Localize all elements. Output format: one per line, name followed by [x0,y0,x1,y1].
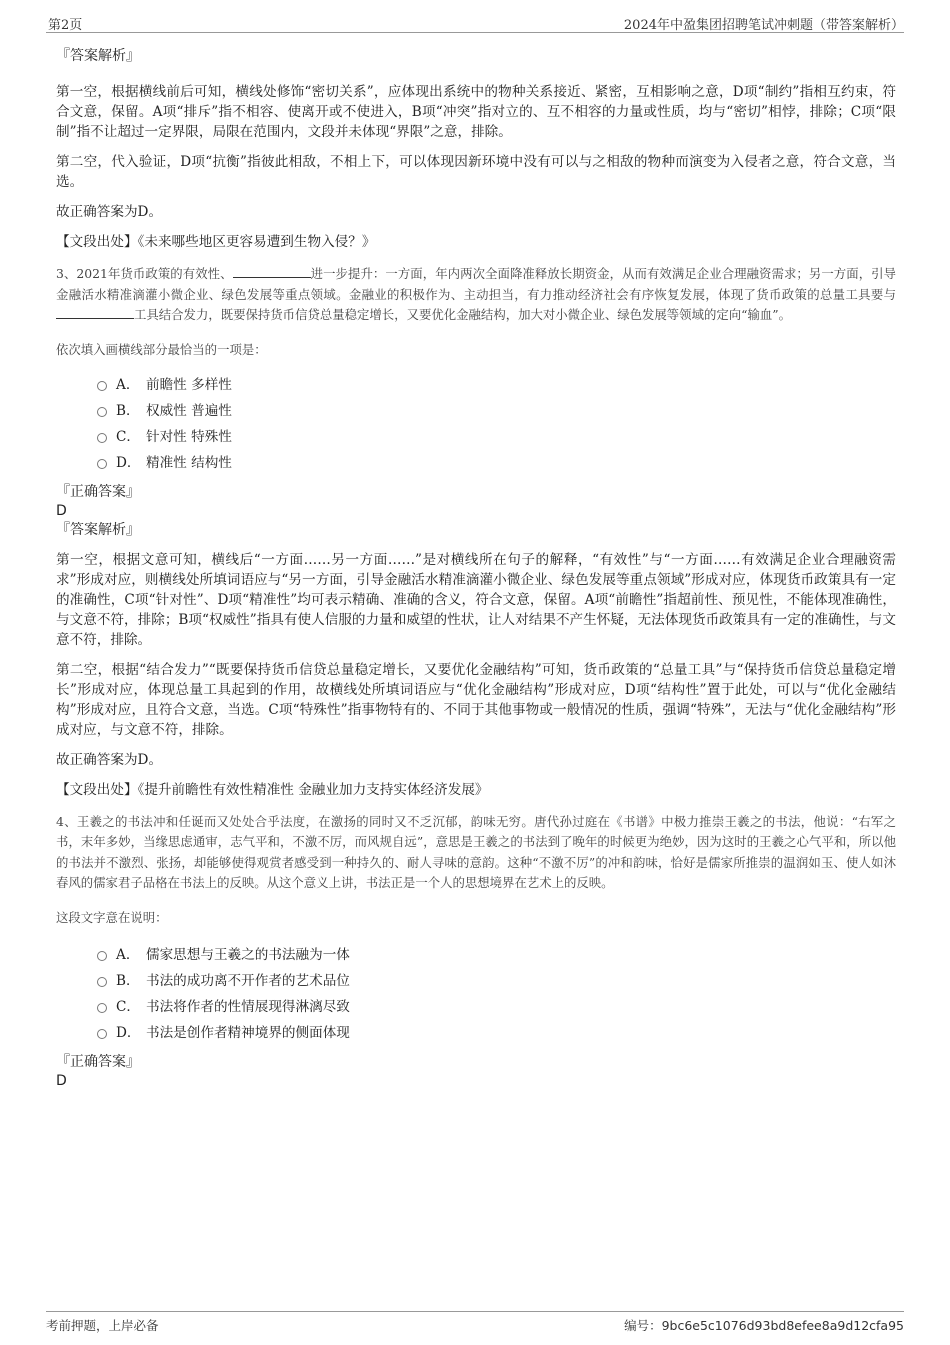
answer-conclusion: 故正确答案为D。 [56,204,163,220]
radio-circle-icon[interactable] [97,381,107,391]
analysis-paragraph: 第一空，根据横线前后可知，横线处修饰“密切关系”，应体现出系统中的物种关系接近、紧密，互相影响之意，D项“制约”指相互约束，符合文意，保留。A项“排斥”指不相容、使离开或不使进入，B项“冲突”指对立的、互不相容的力量或性质，均与“密切”相悖，排除；C项“限制”指不让超过一定界限，局限在范围内，文段并未体现“界限”之意，排除。 [56,84,896,140]
serial-value: 9bc6e5c1076d93bd8efee8a9d12cfa95 [661,1318,904,1333]
question-prompt: 这段文字意在说明： [56,909,168,925]
question-prompt: 依次填入画横线部分最恰当的一项是： [56,341,267,357]
passage-source: 【文段出处】《未来哪些地区更容易遭到生物入侵？》 [56,234,376,250]
stem-part: 工具结合发力，既要保持货币信贷总量稳定增长，又要优化金融结构，加大对小微企业、绿色发展等领域的定向“输血”。 [134,307,791,322]
option-a[interactable] [56,942,896,968]
option-b[interactable] [56,968,896,994]
option-b[interactable] [56,398,896,424]
option-letter: D． [116,1024,141,1041]
option-text: 书法的成功离不开作者的艺术品位 [146,972,350,989]
correct-answer-label: 『正确答案』 [56,1053,140,1070]
option-text: 权威性 普遍性 [146,402,232,419]
question-4 [56,812,896,1090]
question-2-analysis [56,46,896,252]
page-number: 第2页 [48,18,83,33]
passage-source: 【文段出处】《提升前瞻性有效性精准性 金融业加力支持实体经济发展》 [56,781,489,798]
option-text: 针对性 特殊性 [146,428,232,445]
option-letter: B． [116,402,140,419]
document-title: 2024年中盈集团招聘笔试冲刺题（带答案解析） [623,18,904,33]
option-d[interactable] [56,450,896,476]
option-c[interactable] [56,994,896,1020]
footer-slogan: 考前押题，上岸必备 [46,1318,159,1333]
page-header [46,12,904,33]
option-list [56,372,896,476]
correct-answer-label: 『正确答案』 [56,483,140,500]
question-stem: 4、王羲之的书法冲和任诞而又处处合乎法度，在激扬的同时又不乏沉郁，韵味无穷。唐代孙过庭在《书谱》中极力推崇王羲之的书法，他说：“右军之书，末年多妙，当缘思虑通审，志气平和，不激不厉，而风规自远”，意思是王羲之的书法到了晚年的时候更为绝妙，因为这时的王羲之心气平和，所以他的书法并不激烈、张扬，却能够使得观赏者感受到一种持久的、耐人寻味的意韵。这种“不激不厉”的冲和韵味，恰好是儒家所推崇的温润如玉、使人如沐春风的儒家君子品格在书法上的反映。从这个意义上讲，书法正是一个人的思想境界在艺术上的反映。 [56,813,896,890]
page-footer [46,1311,904,1334]
option-letter: C． [116,428,140,445]
stem-part: 3、2021年货币政策的有效性、 [56,266,233,281]
radio-circle-icon[interactable] [97,407,107,417]
option-text: 书法是创作者精神境界的侧面体现 [146,1024,350,1041]
option-text: 精准性 结构性 [146,454,232,471]
correct-answer: D [56,502,67,519]
analysis-paragraph: 第二空，根据“结合发力”“既要保持货币信贷总量稳定增长，又要优化金融结构”可知，货币政策的“总量工具”与“保持货币信贷总量稳定增长”形成对应，体现总量工具起到的作用，故横线处所填词语应与“优化金融结构”形成对应，D项“结构性”置于此处，可以与“优化金融结构”形成对应，且符合文意，当选。C项“特殊性”指事物特有的、不同于其他事物或一般情况的性质，强调“特殊”，无法与“优化金融结构”形成对应，与文意不符，排除。 [56,661,896,738]
fill-blank-2 [56,306,134,319]
question-stem [56,264,896,326]
answer-conclusion: 故正确答案为D。 [56,751,163,768]
serial-label: 编号： [624,1318,662,1333]
option-a[interactable] [56,372,896,398]
option-text: 书法将作者的性情展现得淋漓尽致 [146,998,350,1015]
fill-blank-1 [233,265,311,278]
option-letter: C． [116,998,140,1015]
answer-analysis-label: 『答案解析』 [56,521,140,538]
option-text: 儒家思想与王羲之的书法融为一体 [146,946,350,963]
radio-circle-icon[interactable] [97,433,107,443]
page-content [56,44,896,1090]
option-list [56,942,896,1046]
option-letter: B． [116,972,140,989]
option-letter: A． [116,376,140,393]
stem-part: 进一步提升：一方面，年内两次全面降准释放长期资金，从而有效满足企业合理融资需求；另一方面，引导金融活水精准滴灌小微企业、绿色发展等重点领域。金融业的积极作为、主动担当，有力推动经济社会有序恢复发展，体现了货币政策的总量工具要与 [56,266,897,302]
option-c[interactable] [56,424,896,450]
question-3 [56,264,896,800]
option-d[interactable] [56,1020,896,1046]
radio-circle-icon[interactable] [97,1003,107,1013]
answer-analysis-label: 『答案解析』 [56,48,140,64]
radio-circle-icon[interactable] [97,1029,107,1039]
radio-circle-icon[interactable] [97,977,107,987]
option-letter: D． [116,454,141,471]
analysis-paragraph: 第二空，代入验证，D项“抗衡”指彼此相敌，不相上下，可以体现因新环境中没有可以与之相敌的物种而演变为入侵者之意，符合文意，当选。 [56,154,896,190]
correct-answer: D [56,1072,67,1089]
option-letter: A． [116,946,140,963]
document-serial [624,1316,904,1334]
option-text: 前瞻性 多样性 [146,376,232,393]
radio-circle-icon[interactable] [97,459,107,469]
analysis-paragraph: 第一空，根据文意可知，横线后“一方面……另一方面……”是对横线所在句子的解释，“有效性”与“一方面……有效满足企业合理融资需求”形成对应，则横线处所填词语应与“另一方面，引导金融活水精准滴灌小微企业、绿色发展等重点领域”形成对应，体现货币政策具有一定的准确性，C项“针对性”、D项“精准性”均可表示精确、准确的含义，符合文意，保留。A项“前瞻性”指超前性、预见性，不能体现准确性，与文意不符，排除；B项“权威性”指具有使人信服的力量和威望的性状，让人对结果不产生怀疑，无法体现货币政策具有一定的准确性，与文意不符，排除。 [56,551,896,648]
radio-circle-icon[interactable] [97,951,107,961]
